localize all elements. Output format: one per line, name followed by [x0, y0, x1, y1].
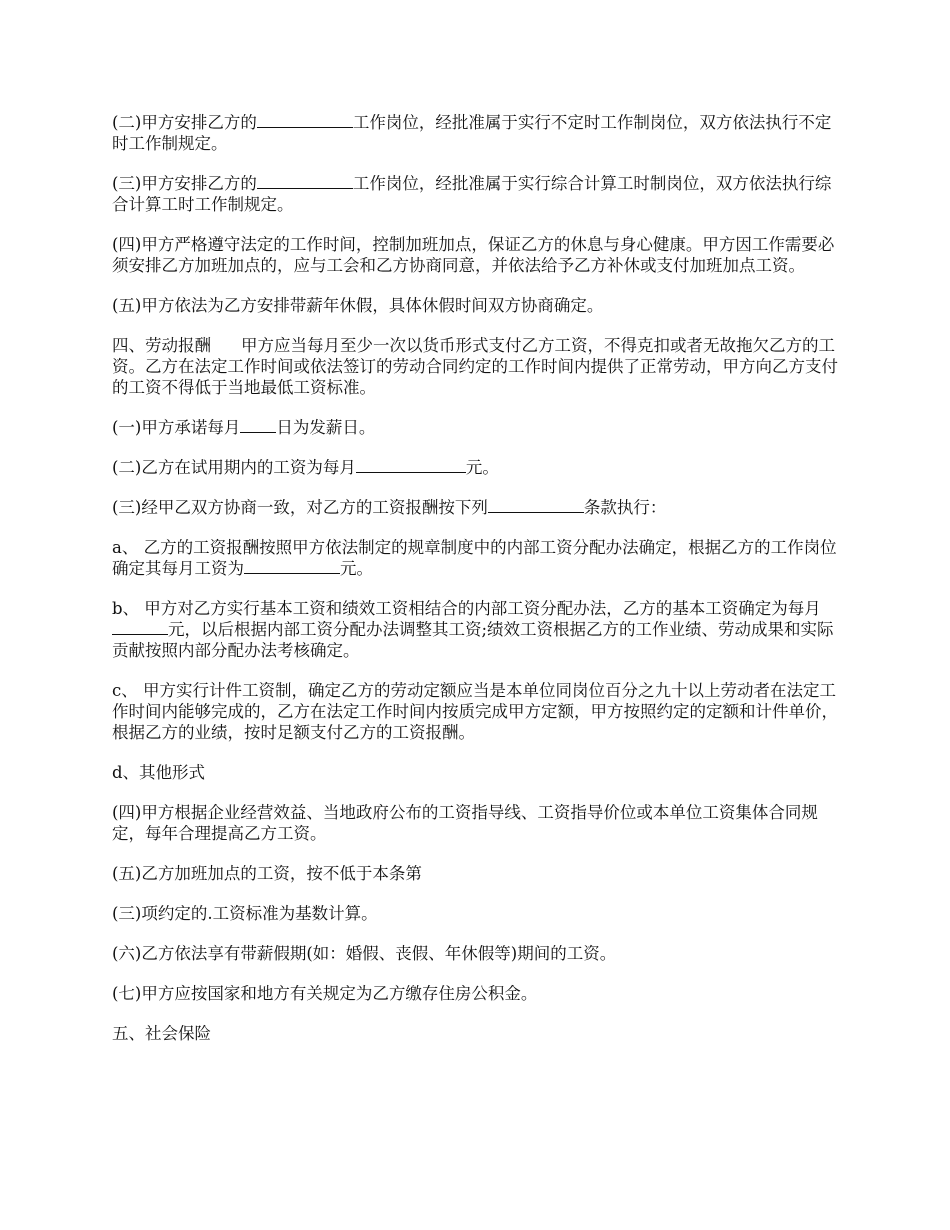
- paragraph-overtime: (四)甲方严格遵守法定的工作时间，控制加班加点，保证乙方的休息与身心健康。甲方因工作需要必须安排乙方加班加点的，应与工会和乙方协商同意，并依法给予乙方补休或支付加班加点工资。: [112, 235, 835, 275]
- paragraph-probation-wage: [112, 457, 839, 478]
- paragraph-remuneration: [112, 335, 839, 398]
- paragraph-text: b、 甲方对乙方实行基本工资和绩效工资相结合的内部工资分配办法，乙方的基本工资确定为每月: [112, 599, 821, 618]
- paragraph-text: 工作岗位，经批准属于实行综合计算工时制岗位，双方依法执行综合计算工时工作制规定。: [112, 174, 832, 214]
- paragraph-annual-leave: (五)甲方依法为乙方安排带薪年休假，具体休假时间双方协商确定。: [112, 296, 604, 315]
- fill-blank-day[interactable]: [240, 417, 276, 433]
- paragraph-text: 元。: [340, 559, 373, 578]
- paragraph-text: 工作岗位，经批准属于实行不定时工作制岗位，双方依法执行不定时工作制规定。: [112, 113, 832, 153]
- fill-blank-amount[interactable]: [356, 457, 466, 473]
- paragraph-payday: [112, 417, 839, 438]
- paragraph-option-c: c、 甲方实行计件工资制，确定乙方的劳动定额应当是本单位同岗位百分之九十以上劳动者在法定工作时间内能够完成的，乙方在法定工作时间内按质完成甲方定额，甲方按照约定的定额和计件单价，根据乙方的业绩，按时足额支付乙方的工资报酬。: [112, 681, 838, 742]
- paragraph-overtime-wage: (五)乙方加班加点的工资，按不低于本条第: [112, 864, 422, 883]
- paragraph-text: 条款执行：: [583, 498, 667, 517]
- paragraph-option-d: d、其他形式: [112, 763, 206, 782]
- paragraph-flexible-hours: [112, 112, 839, 154]
- fill-blank-amount[interactable]: [112, 619, 168, 635]
- paragraph-wage-basis: (三)项约定的.工资标准为基数计算。: [112, 904, 378, 923]
- paragraph-wage-increase: (四)甲方根据企业经营效益、当地政府公布的工资指导线、工资指导价位或本单位工资集体合同规定，每年合理提高乙方工资。: [112, 803, 818, 843]
- paragraph-text: (三)经甲乙双方协商一致，对乙方的工资报酬按下列: [112, 498, 488, 517]
- paragraph-text: (一)甲方承诺每月: [112, 418, 241, 437]
- paragraph-text: 甲方应当每月至少一次以货币形式支付乙方工资，不得克扣或者无故拖欠乙方的工资。乙方在法定工作时间或依法签订的劳动合同约定的工作时间内提供了正常劳动，甲方向乙方支付的工资不得低于当地最低工资标准。: [112, 336, 838, 397]
- paragraph-text: 日为发薪日。: [276, 418, 376, 437]
- fill-blank-clause[interactable]: [488, 497, 584, 513]
- section-heading: 四、劳动报酬: [112, 336, 211, 355]
- paragraph-wage-clause: [112, 497, 839, 518]
- paragraph-text: a、 乙方的工资报酬按照甲方依法制定的规章制度中的内部工资分配办法确定，根据乙方的工作岗位确定其每月工资为: [112, 538, 837, 578]
- section-heading-social-insurance: 五、社会保险: [112, 1024, 211, 1043]
- paragraph-text: (二)甲方安排乙方的: [112, 113, 257, 132]
- fill-blank-position[interactable]: [257, 173, 353, 189]
- paragraph-comprehensive-hours: [112, 173, 839, 215]
- paragraph-text: 元，以后根据内部工资分配办法调整其工资;绩效工资根据乙方的工作业绩、劳动成果和实际贡献按照内部分配办法考核确定。: [112, 620, 834, 660]
- paragraph-housing-fund: (七)甲方应按国家和地方有关规定为乙方缴存住房公积金。: [112, 984, 538, 1003]
- fill-blank-amount[interactable]: [244, 558, 340, 574]
- document-body: [112, 112, 839, 1063]
- paragraph-text: (二)乙方在试用期内的工资为每月: [112, 458, 356, 477]
- paragraph-text: 元。: [465, 458, 499, 477]
- fill-blank-position[interactable]: [257, 112, 353, 128]
- paragraph-paid-leave: (六)乙方依法享有带薪假期(如：婚假、丧假、年休假等)期间的工资。: [112, 944, 617, 963]
- paragraph-option-b: [112, 598, 839, 661]
- paragraph-option-a: [112, 537, 839, 579]
- paragraph-text: (三)甲方安排乙方的: [112, 174, 257, 193]
